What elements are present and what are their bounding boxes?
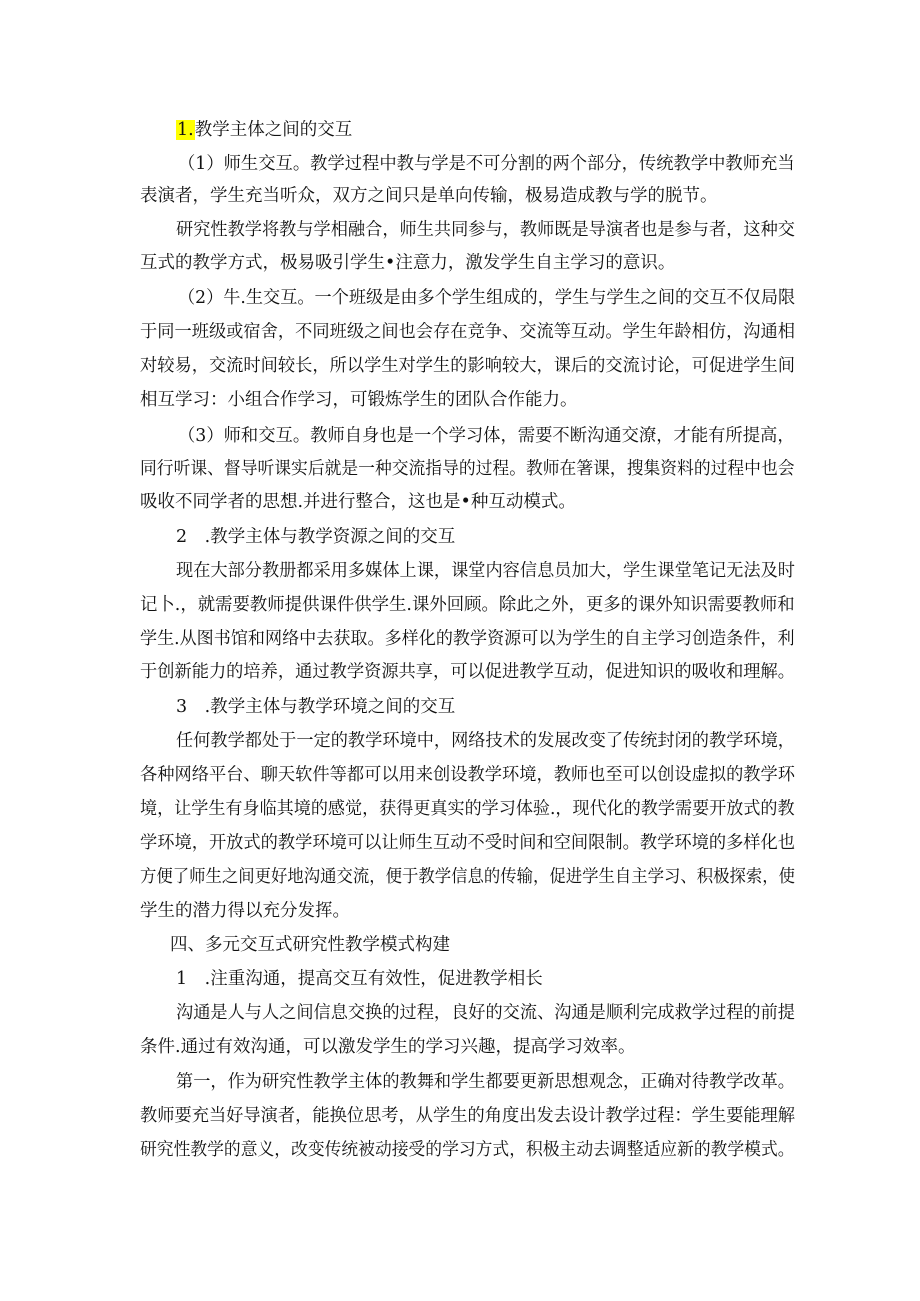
paragraph-line: 记卜.，就需要教师提供课件供学生.课外回顾。除此之外，更多的课外知识需要教师和 <box>140 595 795 615</box>
section-heading-5: 1 .注重沟通，提高交互有效性，促进教学相长 <box>176 969 543 989</box>
paragraph-line: 第一，作为研究性教学主体的教舞和学生都要更新思想观念，正确对待教学改革。 <box>176 1072 795 1092</box>
paragraph-line: （2）牛.生交互。一个班级是由多个学生组成的，学生与学生之间的交互不仅局限 <box>178 288 796 308</box>
paragraph-line: 任何教学都处于一定的教学环境中，网络技术的发展改变了传统封闭的教学环境， <box>176 731 795 751</box>
highlighted-number: 1. <box>177 120 194 140</box>
paragraph-line: 方便了师生之间更好地沟通交流，便于教学信息的传输，促进学生自主学习、积极探索，使 <box>140 867 795 887</box>
paragraph-line: 各种网络平台、聊天软件等都可以用来创设教学环境，教师也至可以创设虚拟的教学环 <box>140 765 796 785</box>
paragraph-line: 互式的教学方式，极易吸引学生•注意力，激发学生自主学习的意识。 <box>140 253 676 273</box>
paragraph-line: 条件.通过有效沟通，可以激发学生的学习兴趣，提高学习效率。 <box>140 1037 636 1057</box>
section-heading-1 <box>176 119 352 141</box>
paragraph-line: （3）师和交互。教师自身也是一个学习体，需要不断沟通交潦，才能有所提高， <box>178 426 795 446</box>
paragraph-line: 对较易，交流时间较长，所以学生对学生的影响较大，课后的交流讨论，可促进学生间 <box>140 356 796 376</box>
paragraph-line: 于同一班级或宿舍，不同班级之间也会存在竞争、交流等互动。学生年龄相仿，沟通相 <box>140 322 796 342</box>
paragraph-line: 教师要充当好导演者，能换位思考，从学生的角度出发去设计教学过程：学生要能理解 <box>140 1106 796 1126</box>
paragraph-line: 研究性教学将教与学相融合，师生共同参与，教师既是导演者也是参与者，这种交 <box>176 220 795 240</box>
paragraph-line: 吸收不同学者的思想.并进行整合，这也是•种互动模式。 <box>140 492 576 512</box>
paragraph-line: 于创新能力的培养，通过教学资源共享，可以促进教学互动，促进知识的吸收和理解。 <box>140 662 796 682</box>
paragraph-line: 境，让学生有身临其境的感觉，获得更真实的学习体验.，现代化的教学需要开放式的教 <box>140 799 795 819</box>
paragraph-line: 沟通是人与人之间信息交换的过程，良好的交流、沟通是顺利完成救学过程的前提 <box>176 1003 795 1023</box>
paragraph-line: 同行听课、督导听课实后就是一种交流指导的过程。教师在箸课，搜集资料的过程中也会 <box>140 459 795 479</box>
paragraph-line: （1）师生交互。教学过程中教与学是不可分割的两个部分，传统教学中教师充当 <box>178 154 795 174</box>
paragraph-line: 相互学习：小组合作学习，可锻炼学生的团队合作能力。 <box>140 390 578 410</box>
paragraph-line: 学生的潜力得以充分发挥。 <box>140 901 350 921</box>
section-heading-2: 2 .教学主体与教学资源之间的交互 <box>176 527 456 547</box>
paragraph-line: 表演者，学生充当听众，双方之间只是单向传输，极易造成教与学的脱节。 <box>140 186 718 206</box>
section-heading-1-text: 教学主体之间的交互 <box>194 120 353 140</box>
paragraph-line: 学环境，开放式的教学环境可以让师生互动不受时间和空间限制。教学环境的多样化也 <box>140 833 796 853</box>
paragraph-line: 研究性教学的意义，改变传统被动接受的学习方式，积极主动去调整适应新的教学模式。 <box>140 1140 795 1160</box>
paragraph-line: 现在大部分教册都采用多媒体上课，课堂内容信息员加大，学生课堂笔记无法及时 <box>176 561 795 581</box>
section-heading-4: 四、多元交互式研究性教学模式构建 <box>170 935 450 955</box>
section-heading-3: 3 .教学主体与教学环境之间的交互 <box>176 697 456 717</box>
paragraph-line: 学生.从图书馆和网络中去获取。多样化的教学资源可以为学生的自主学习创造条件，利 <box>140 629 795 649</box>
